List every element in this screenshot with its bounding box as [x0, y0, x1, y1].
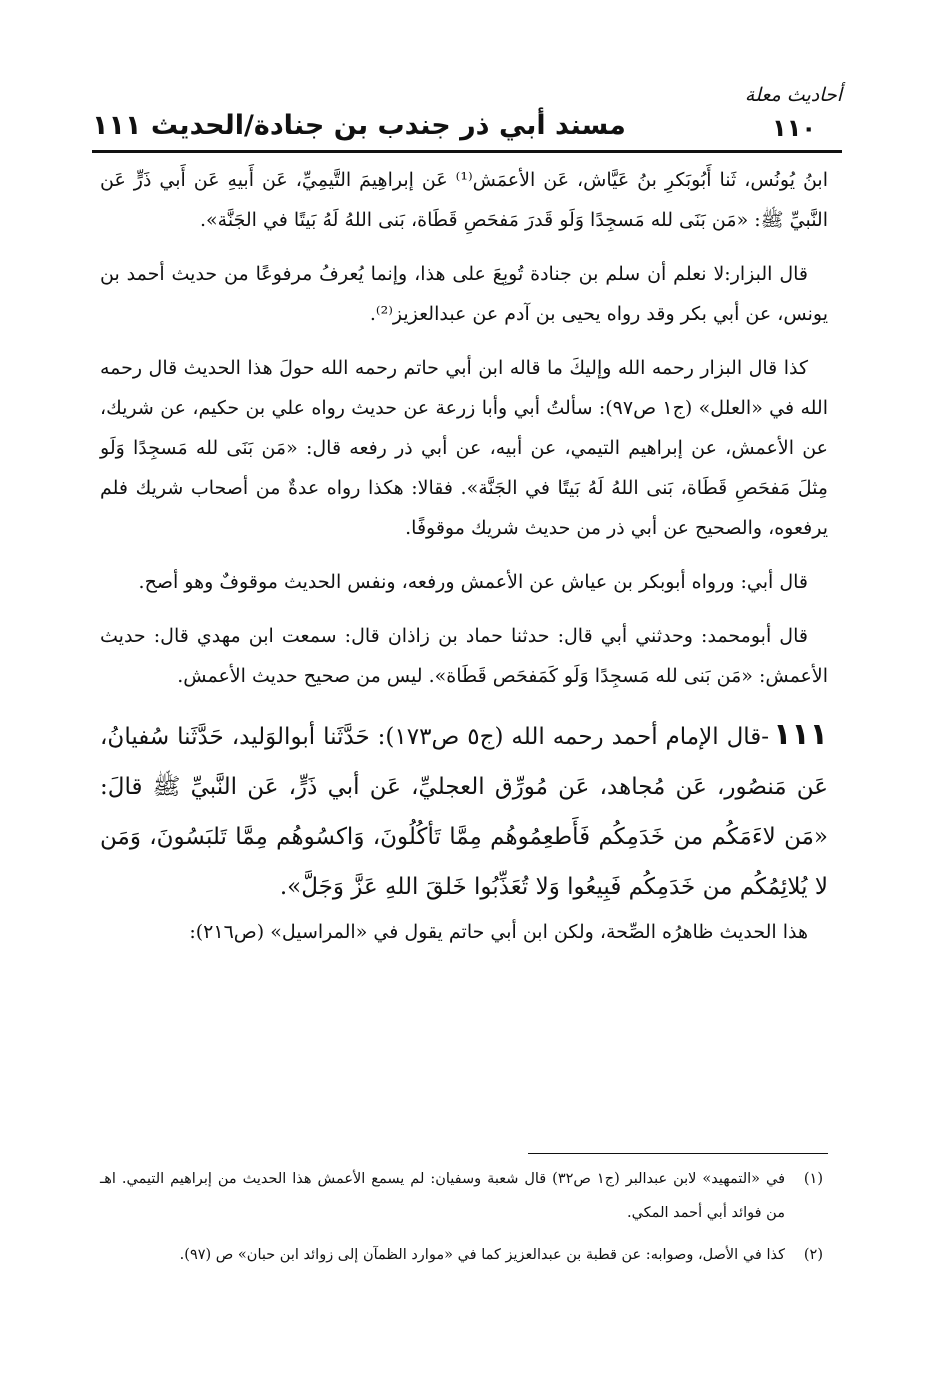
page-header	[92, 78, 842, 158]
hadith-entry	[100, 710, 828, 912]
footnote-rule	[528, 1153, 828, 1154]
hadith-text: -قال الإمام أحمد رحمه الله (ج٥ ص١٧٣): حَدَّثَنا أبوالوَليد، حَدَّثَنا سُفيانُ، عَن مَنصُور، عَن مُجاهد، عَن مُورِّق العجليِّ، عَن أبي ذَرٍّ، عَن النَّبيِّ ﷺ قالَ: «مَن لاءَمَكُم من خَدَمِكُم فَأَطعِمُوهُم مِمَّا تَأكُلُونَ، وَاكسُوهُم مِمَّا تَلبَسُونَ، وَمَن لا يُلائِمُكُم من خَدَمِكُم فَبِيعُوا وَلا تُعَذِّبُوا خَلقَ اللهِ عَزَّ وَجَلَّ».	[100, 724, 828, 900]
footnotes	[100, 1162, 823, 1280]
paragraph-ilal: كذا قال البزار رحمه الله وإليكَ ما قاله ابن أبي حاتم رحمه الله حولَ هذا الحديث قال رحمه الله في «العلل» (ج١ ص٩٧): سألتُ أبي وأبا زرعة عن حديث رواه علي بن حكيم، عن شريك، عن الأعمش، عن إبراهيم التيمي، عن أبيه، عن أبي ذر رفعه قال: «مَن بَنَى لله مَسجِدًا وَلَو مِثلَ مَفحَصِ قَطَاة، بَنى اللهُ لَهُ بَيتًا في الجَنَّة». فقالا: هكذا رواه عدةٌ من أصحاب شريك فلم يرفعوه، والصحيح عن أبي ذر من حديث شريك موقوفًا.	[100, 357, 829, 539]
footnote-marker: (١)	[803, 1171, 823, 1187]
header-rule	[92, 150, 842, 153]
footnote-text: في «التمهيد» لابن عبدالبر (ج١ ص٣٢) قال شعبة وسفيان: لم يسمع الأعمش هذا الحديث من إبراهيم التيمي. اهـ من فوائد أبي أحمد المكي.	[100, 1171, 786, 1221]
paragraph-abi-qaul: قال أبي: ورواه أبوبكر بن عياش عن الأعمش ورفعه، ونفس الحديث موقوفٌ وهو أصح.	[138, 571, 808, 593]
paragraph-commentary: هذا الحديث ظاهرُه الصِّحة، ولكن ابن أبي حاتم يقول في «المراسيل» (ص٢١٦):	[189, 921, 808, 943]
footnote-2	[100, 1238, 823, 1272]
footnote-text: كذا في الأصل، وصوابه: عن قطبة بن عبدالعزيز كما في «موارد الظمآن إلى زوائد ابن حبان» ص (٩٧).	[179, 1247, 785, 1263]
page-title: مسند أبي ذر جندب بن جنادة/الحديث ١١١	[92, 110, 626, 141]
paragraph-bazzar: قال البزار:لا نعلم أن سلم بن جنادة تُوبِعَ على هذا، وإنما يُعرفُ مرفوعًا من حديث أحمد بن يونس، عن أبي بكر وقد رواه يحيى بن آدم عن عبدالعزيز⁽²⁾.	[100, 263, 828, 325]
series-title: أحاديث معلة	[744, 84, 842, 106]
page-number: ١١٠	[772, 114, 816, 142]
paragraph-isnad: ابنُ يُونُس، ثَنا أَبُوبَكرِ بنُ عَيَّاش، عَن الأعمَش⁽¹⁾ عَن إبراهِيمَ التَّيمِيِّ، عَن أَبيهِ عَن أَبي ذَرٍّ عَن النَّبيِّ ﷺ: «مَن بَنَى لله مَسجِدًا وَلَو قَدرَ مَفحَصِ قَطَاة، بَنى اللهُ لَهُ بَيتًا في الجَنَّة».	[100, 169, 828, 231]
hadith-number: ١١١	[773, 717, 828, 752]
footnote-1	[100, 1162, 823, 1230]
main-text	[100, 160, 828, 966]
paragraph-abu-muhammad: قال أبومحمد: وحدثني أبي قال: حدثنا حماد بن زاذان قال: سمعت ابن مهدي قال: حديث الأعمش: «مَن بَنى لله مَسجِدًا وَلَو كَمَفحَص قَطَاة». ليس من صحيح حديث الأعمش.	[100, 625, 828, 687]
footnote-marker: (٢)	[803, 1247, 823, 1263]
